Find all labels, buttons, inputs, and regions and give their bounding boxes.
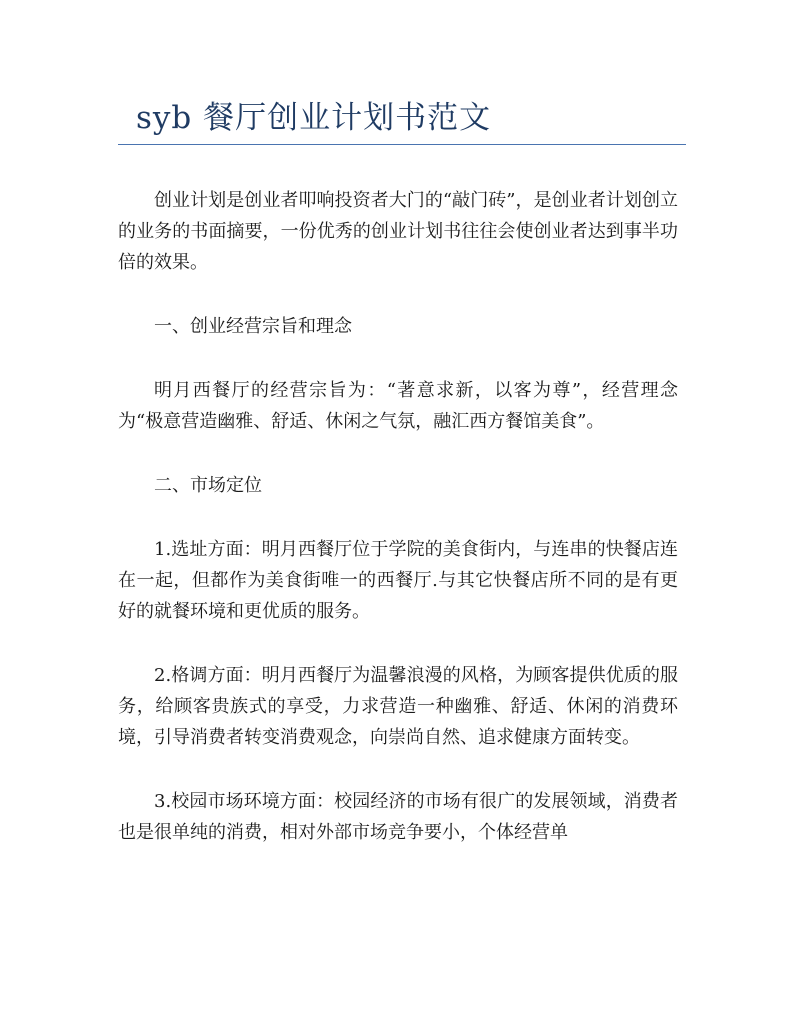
style-paragraph: 2.格调方面：明月西餐厅为温馨浪漫的风格，为顾客提供优质的服务，给顾客贵族式的享受，力求营造一种幽雅、舒适、休闲的消费环境，引导消费者转变消费观念，向崇尚自然、追求健康方面转变。: [118, 665, 678, 748]
section-heading-market: 二、市场定位: [154, 475, 262, 496]
intro-paragraph: 创业计划是创业者叩响投资者大门的“敲门砖”，是创业者计划创立的业务的书面摘要，一份优秀的创业计划书往往会使创业者达到事半功倍的效果。: [118, 190, 678, 273]
campus-market-paragraph: 3.校园市场环境方面：校园经济的市场有很广的发展领域，消费者也是很单纯的消费，相对外部市场竞争要小，个体经营单: [118, 791, 678, 843]
document-body: [118, 185, 678, 881]
page-title: syb 餐厅创业计划书范文: [136, 100, 492, 136]
section-heading-mission: 一、创业经营宗旨和理念: [154, 316, 352, 337]
location-paragraph: 1.选址方面：明月西餐厅位于学院的美食街内，与连串的快餐店连在一起，但都作为美食街唯一的西餐厅.与其它快餐店所不同的是有更好的就餐环境和更优质的服务。: [118, 539, 678, 622]
mission-paragraph: 明月西餐厅的经营宗旨为：“著意求新，以客为尊”，经营理念为“极意营造幽雅、舒适、休闲之气氛，融汇西方餐馆美食”。: [118, 380, 678, 432]
title-underline: [118, 144, 686, 145]
